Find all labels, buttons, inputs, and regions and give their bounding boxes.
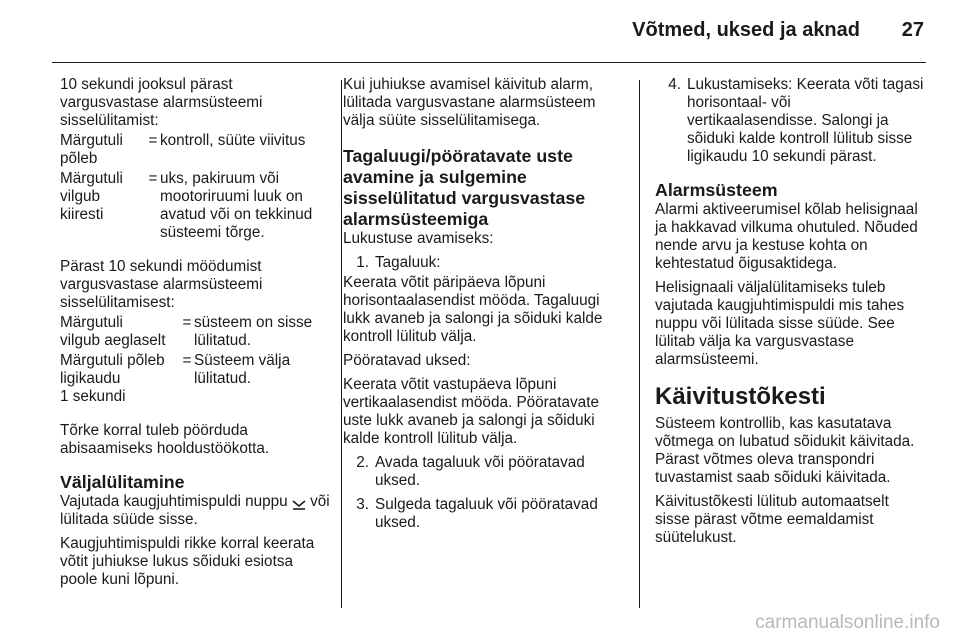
table-row — [60, 170, 330, 242]
unlock-intro: Lukustuse avamiseks: — [343, 230, 494, 247]
row-equals: = — [148, 170, 158, 187]
table-row — [60, 314, 330, 350]
remote-fault-paragraph: Kaugjuhtimispuldi rikke korral keerata võtit juhiukse lukus sõiduki esiotsa poole kuni lõpuni. — [60, 535, 315, 588]
column-1 — [60, 76, 330, 595]
row-value: kontroll, süüte viivitus — [160, 132, 306, 149]
list-item: 4. Lukustamiseks: Keerata võti tagasi horisontaal- või vertikaalasendisse. Salongi ja sõiduki kalde kontroll lülitub sisse ligikaudu 10 sekundi pärast. — [668, 76, 924, 165]
side-doors-label: Pööratavad uksed: — [343, 352, 471, 369]
row-key: Märgutuli põleb — [60, 132, 123, 167]
page-number: 27 — [901, 19, 924, 41]
row-value: süsteem on sisse lülitatud. — [194, 314, 313, 349]
row-equals: = — [182, 314, 192, 331]
header-rule — [52, 62, 926, 63]
table-row — [60, 352, 330, 406]
column-2 — [343, 76, 628, 538]
heading-valjalulitamine: Väljalülitamine — [60, 472, 185, 492]
alarm-paragraph: Alarmi aktiveerumisel kõlab helisignaal ja hakkavad vilkuma ohutuled. Nõuded nende arvu ja kestuse kohta on kehtestatud õigusaktidega. — [655, 201, 918, 272]
intro-paragraph: 10 sekundi jooksul pärast vargusvastase alarmsüsteemi sisselülitamist: — [60, 76, 263, 129]
column-divider-1 — [341, 80, 342, 608]
heading-tailgate: Tagaluugi/pööratavate uste avamine ja sulgemine sisselülitatud vargusvastase alarmsüsteemiga — [343, 146, 586, 229]
page-header-title: Võtmed, uksed ja aknad — [632, 19, 860, 41]
indicator-table-1 — [60, 132, 330, 242]
row-key: Märgutuli põleb ligikaudu 1 sekundi — [60, 352, 165, 405]
column-divider-2 — [639, 80, 640, 608]
list-item: 1. Tagaluuk: — [356, 254, 441, 271]
fault-paragraph: Tõrke korral tuleb pöörduda abisaamiseks hooldustöökotta. — [60, 422, 270, 457]
list-item: 3. Sulgeda tagaluuk või pööratavad uksed. — [356, 496, 598, 531]
row-key: Märgutuli vilgub kiiresti — [60, 170, 123, 223]
unlock-paragraph: Vajutada kaugjuhtimispuldi nuppu või lülitada süüde sisse. — [60, 493, 330, 528]
tailgate-step: Keerata võtit päripäeva lõpuni horisontaalasendist mööda. Tagaluugi lukk avaneb ja salongi ja sõiduki kalde kontroll lülitub välja. — [343, 274, 603, 345]
horn-off-paragraph: Helisignaali väljalülitamiseks tuleb vajutada kaugjuhtimispuldi mis tahes nuppu või lülitada sisse süüde. See lülitab välja ka vargusvastase alarmsüsteemi. — [655, 279, 905, 368]
row-equals: = — [148, 132, 158, 149]
watermark: carmanualsonline.info — [755, 612, 940, 633]
heading-alarmsusteem: Alarmsüsteem — [655, 180, 778, 200]
immobiliser-auto-paragraph: Käivitustõkesti lülitub automaatselt sisse pärast võtme eemaldamist süütelukust. — [655, 493, 889, 546]
immobiliser-paragraph: Süsteem kontrollib, kas kasutatava võtmega on lubatud sõidukit käivitada. Pärast võtmes oleva transpondri tuvastamist saab sõiduki käivitada. — [655, 415, 915, 486]
column-3 — [655, 76, 925, 553]
alarm-trigger-paragraph: Kui juhiukse avamisel käivitub alarm, lülitada vargusvastane alarmsüsteem välja süüte sisselülitamisega. — [343, 76, 596, 129]
heading-kaivitustokesti: Käivitustõkesti — [655, 383, 826, 410]
after-10s-paragraph: Pärast 10 sekundi möödumist vargusvastase alarmsüsteemi sisselülitamisest: — [60, 258, 263, 311]
list-item: 2. Avada tagaluuk või pööratavad uksed. — [356, 454, 585, 489]
row-value: Süsteem välja lülitatud. — [194, 352, 291, 387]
unlock-button-icon — [292, 497, 306, 507]
table-row — [60, 132, 330, 168]
row-key: Märgutuli vilgub aeglaselt — [60, 314, 166, 349]
indicator-table-2 — [60, 314, 330, 406]
row-equals: = — [182, 352, 192, 369]
row-value: uks, pakiruum või mootoriruumi luuk on avatud või on tekkinud süsteemi tõrge. — [160, 170, 313, 241]
side-doors-step: Keerata võtit vastupäeva lõpuni vertikaalasendist mööda. Pööratavate uste lukk avaneb ja salongi ja sõiduki kalde kontroll lülitub välja. — [343, 376, 599, 447]
